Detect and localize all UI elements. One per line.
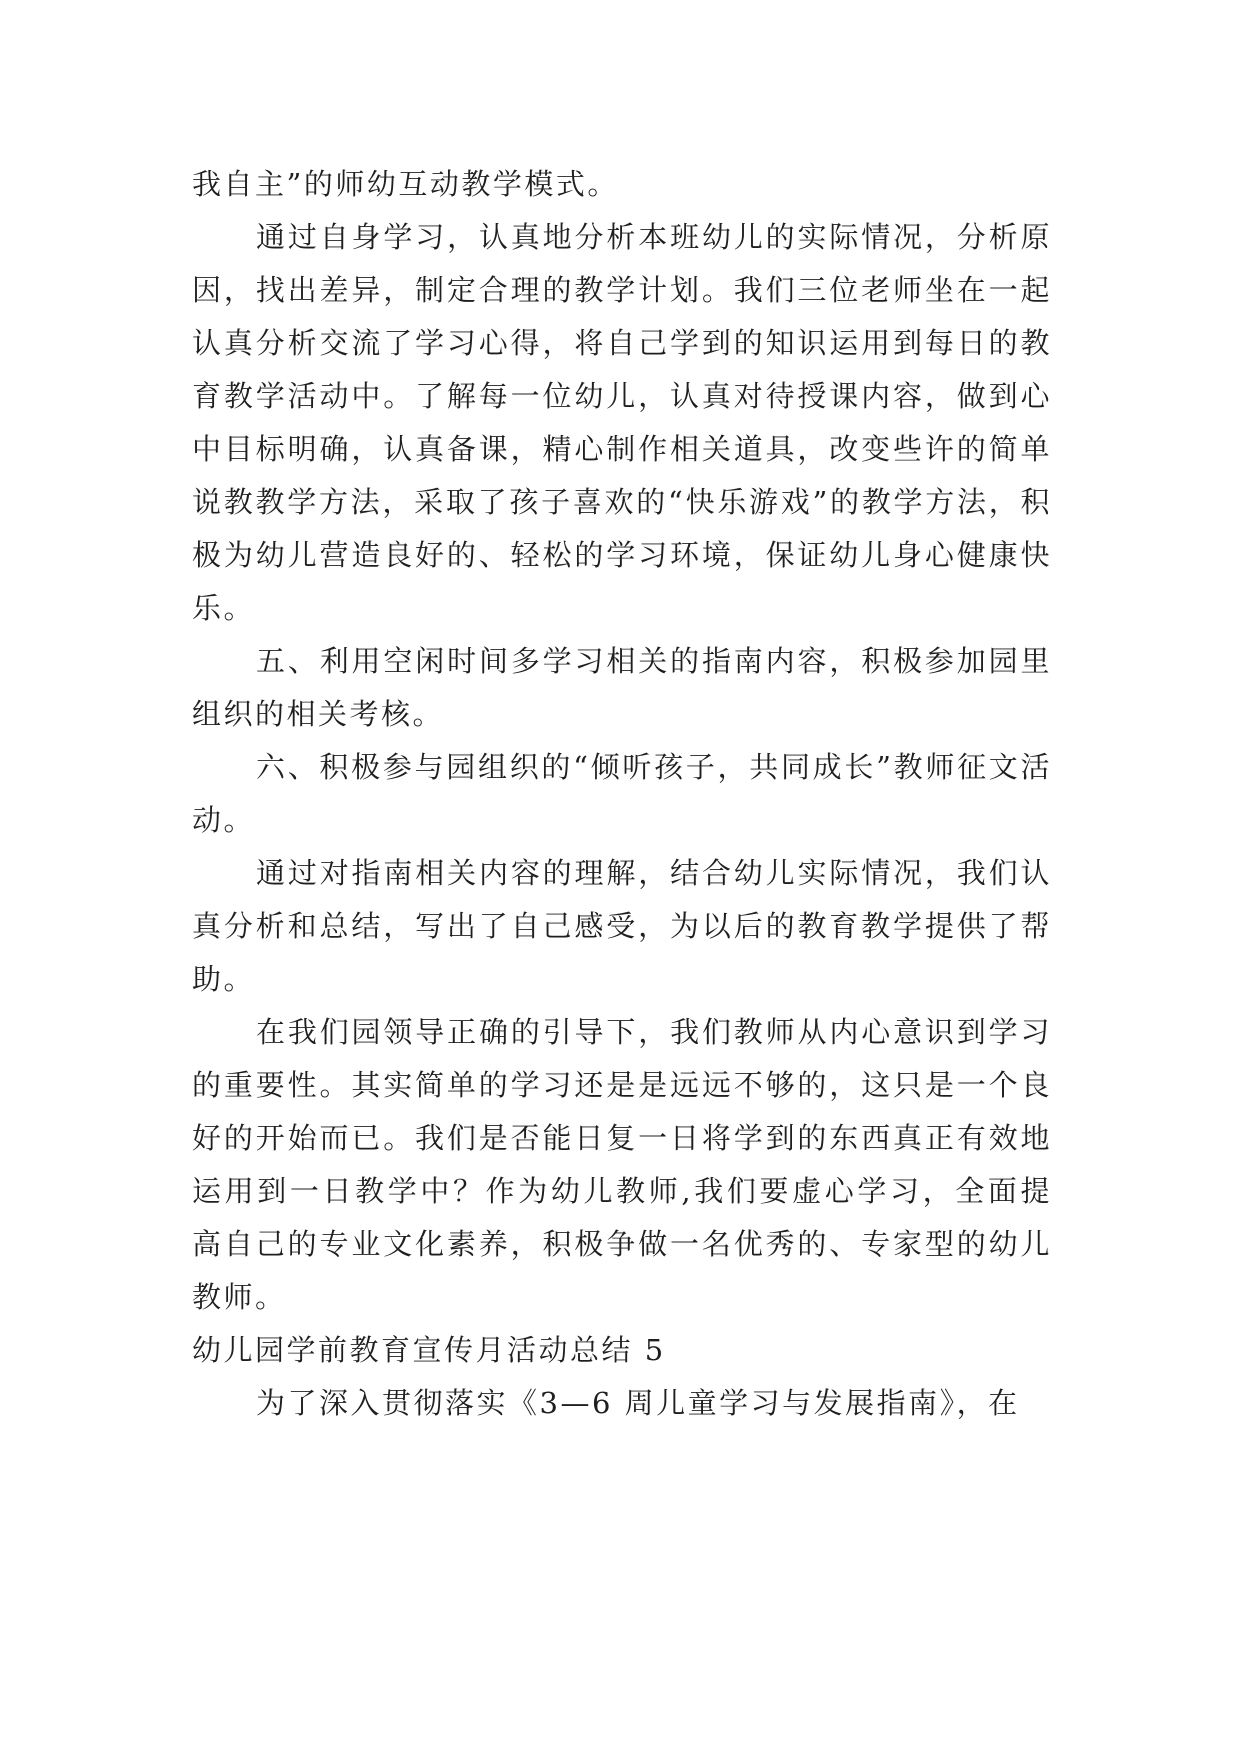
paragraph-item-six: 六、积极参与园组织的“倾听孩子，共同成长”教师征文活动。 (192, 750, 1052, 837)
section-title: 幼儿园学前教育宣传月活动总结 5 (192, 1333, 666, 1367)
document-body (192, 158, 1052, 1430)
paragraph-self-study: 通过自身学习，认真地分析本班幼儿的实际情况，分析原因，找出差异，制定合理的教学计划。我们三位老师坐在一起认真分析交流了学习心得，将自己学到的知识运用到每日的教育教学活动中。了解每一位幼儿，认真对待授课内容，做到心中目标明确，认真备课，精心制作相关道具，改变些许的简单说教教学方法，采取了孩子喜欢的“快乐游戏”的教学方法，积极为幼儿营造良好的、轻松的学习环境，保证幼儿身心健康快乐。 (192, 220, 1052, 625)
paragraph-understanding: 通过对指南相关内容的理解，结合幼儿实际情况，我们认真分析和总结，写出了自己感受，为以后的教育教学提供了帮助。 (192, 856, 1052, 996)
paragraph-item-five: 五、利用空闲时间多学习相关的指南内容，积极参加园里组织的相关考核。 (192, 644, 1052, 731)
paragraph-continuation: 我自主”的师幼互动教学模式。 (192, 167, 619, 201)
paragraph-conclusion: 在我们园领导正确的引导下，我们教师从内心意识到学习的重要性。其实简单的学习还是是远远不够的，这只是一个良好的开始而已。我们是否能日复一日将学到的东西真正有效地运用到一日教学中？作为幼儿教师,我们要虚心学习，全面提高自己的专业文化素养，积极争做一名优秀的、专家型的幼儿教师。 (192, 1015, 1052, 1314)
paragraph-intro: 为了深入贯彻落实《3—6 周儿童学习与发展指南》，在 (256, 1386, 1020, 1420)
